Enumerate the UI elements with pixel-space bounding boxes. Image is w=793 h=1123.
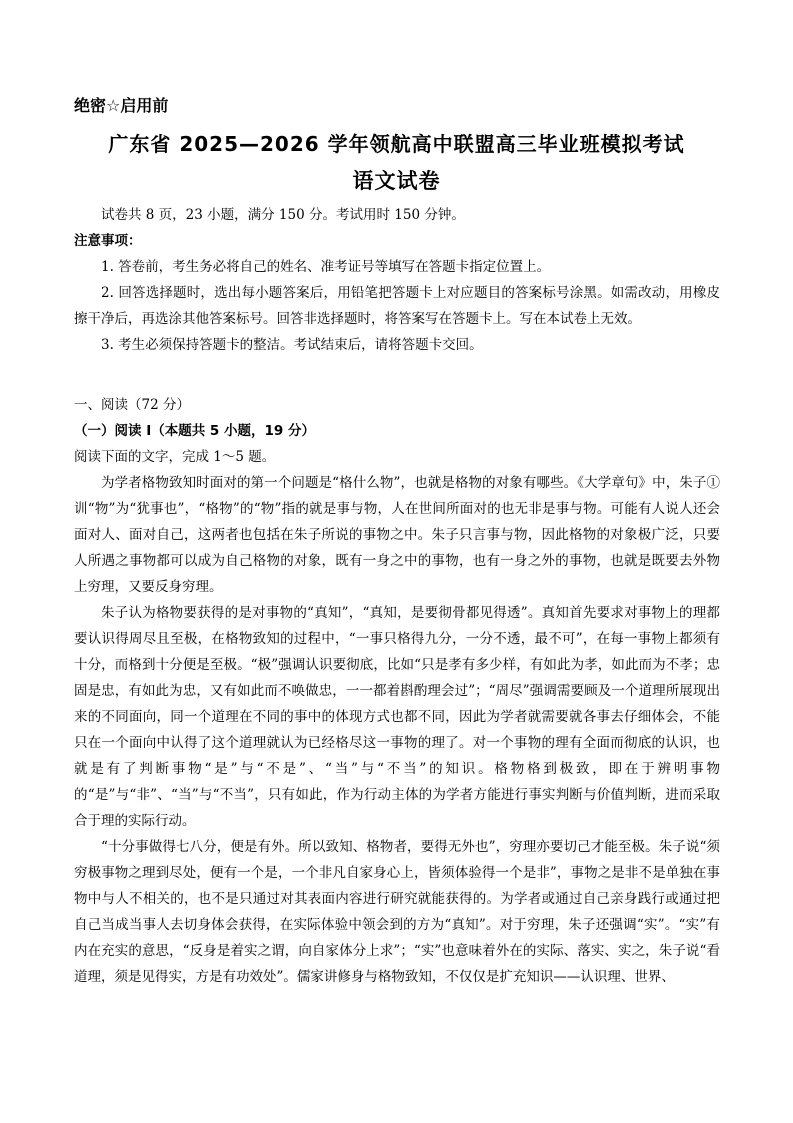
section-heading: 一、阅读（72 分）	[74, 397, 190, 413]
notes-title: 注意事项：	[74, 233, 142, 249]
exam-intro: 试卷共 8 页，23 小题，满分 150 分。考试用时 150 分钟。	[101, 207, 465, 223]
page-body	[74, 202, 720, 990]
exam-title: 广东省 2025—2026 学年领航高中联盟高三毕业班模拟考试	[108, 132, 685, 156]
subject-title: 语文试卷	[352, 169, 441, 193]
confidential-label: 绝密☆启用前	[74, 96, 169, 115]
section-spacer	[74, 358, 720, 384]
note-item-2: 2. 回答选择题时，选出每小题答案后，用铅笔把答题卡上对应题目的答案标号涂黑。如需改动，用橡皮擦干净后，再选涂其他答案标号。回答非选择题时，将答案写在答题卡上。写在本试卷上无效。	[74, 285, 720, 327]
note-item-1: 1. 答卷前，考生务必将自己的姓名、准考证号等填写在答题卡指定位置上。	[101, 259, 551, 275]
passage-paragraph-2: 朱子认为格物要获得的是对事物的“真知”，“真知，是要彻骨都见得透”。真知首先要求对事物上的理都要认识得周尽且至极，在格物致知的过程中，“一事只格得九分，一分不透，最不可”，在每一事物上都须有十分，而格到十分便是至极。“极”强调认识要彻底，比如“只是孝有多少样，有如此为孝，如此而为不孝；忠固是忠，有如此为忠，又有如此而不唤做忠，一一都着斟酌理会过”；“周尽”强调需要顾及一个道理所展现出来的不同面向，同一个道理在不同的事中的体现方式也都不同，因此为学者就需要就各事去仔细体会，不能只在一个面向中认得了这个道理就认为已经格尽这一事物的理了。对一个事物的理有全面而彻底的认识，也就是有了判断事物“是”与“不是”、“当”与“不当”的知识。格物格到极致，即在于辨明事物的“是”与“非”、“当”与“不当”，只有如此，作为行动主体的为学者方能进行事实判断与价值判断，进而采取合于理的实际行动。	[74, 605, 720, 829]
reading-instruction: 阅读下面的文字，完成 1～5 题。	[74, 449, 276, 465]
note-item-3: 3. 考生必须保持答题卡的整洁。考试结束后，请将答题卡交回。	[101, 337, 483, 353]
passage-paragraph-1: 为学者格物致知时面对的第一个问题是“格什么物”，也就是格物的对象有哪些。《大学章句》中，朱子①训“物”为“犹事也”，“格物”的“物”指的就是事与物，人在世间所面对的也无非是事与物。可能有人说人还会面对人、面对自己，这两者也包括在朱子所说的事物之中。朱子只言事与物，因此格物的对象极广泛，只要人所遇之事物都可以成为自己格物的对象，既有一身之中的事物，也有一身之外的事物，也就是既要去外物上穷理，又要反身穷理。	[74, 475, 720, 595]
subsection-heading: （一）阅读 I（本题共 5 小题，19 分）	[74, 423, 316, 439]
passage-paragraph-3: “十分事做得七八分，便是有外。所以致知、格物者，要得无外也”，穷理亦要切己才能至极。朱子说“须穷极事物之理到尽处，便有一个是，一个非凡自家身心上，皆须体验得一个是非”，事物之是非不是单独在事物中与人不相关的，也不是只通过对其表面内容进行研究就能获得的。为学者或通过自己亲身践行或通过把自己当成当事人去切身体会获得，在实际体验中领会到的方为“真知”。对于穷理，朱子还强调“实”。“实”有内在充实的意思，“反身是着实之谓，向自家体分上求”；“实”也意味着外在的实际、落实、实之，朱子说“看道理，须是见得实，方是有功效处”。儒家讲修身与格物致知，不仅仅是扩充知识——认识理、世界、	[74, 839, 720, 985]
